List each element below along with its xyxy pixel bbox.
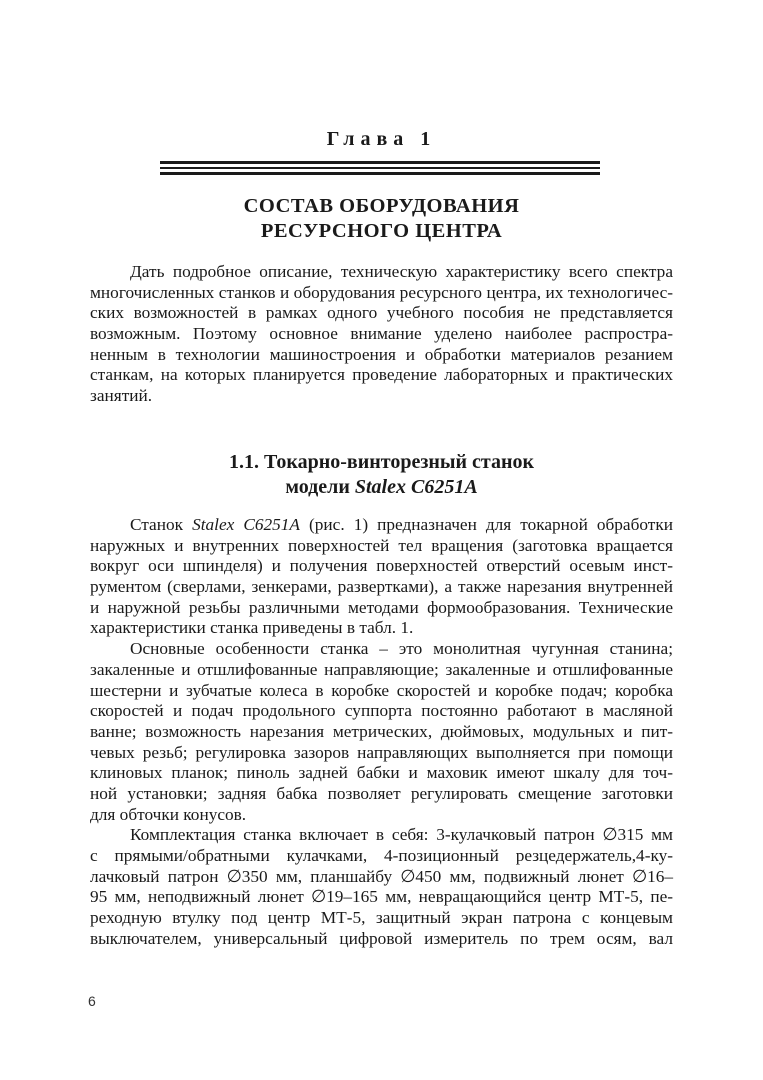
text-line: Основные особенности станка – это монолитная чугунная станина; xyxy=(130,639,673,659)
text-line: возможным. Поэтому основное внимание уделено наиболее распростра- xyxy=(90,324,673,344)
section-title-line xyxy=(0,475,763,500)
text-line: лачковый патрон ∅350 мм, планшайбу ∅450 мм, подвижный люнет ∅16– xyxy=(90,866,673,886)
text-line: скоростей и подач продольного суппорта постоянно работают в масляной xyxy=(90,701,673,721)
text-line: закаленные и отшлифованные направляющие; закаленные и отшлифованные xyxy=(90,659,673,679)
model-name: Stalex C6251A xyxy=(192,515,300,534)
text-line: и наружной резьбы различными методами формообразования. Технические xyxy=(90,597,673,617)
text-line: шестерни и зубчатые колеса в коробке скоростей и коробке подач; коробка xyxy=(90,680,673,700)
chapter-label: Глава 1 xyxy=(326,128,437,150)
text-line: для обточки конусов. xyxy=(90,804,247,824)
text-line: реходную втулку под центр МТ-5, защитный экран патрона с концевым xyxy=(90,908,673,928)
chapter-title xyxy=(0,194,763,244)
text-line: выключателем, универсальный цифровой измеритель по трем осям, вал xyxy=(90,928,673,948)
section-title-line: 1.1. Токарно-винторезный станок xyxy=(228,451,535,473)
p1-prefix: Станок xyxy=(130,515,193,534)
chapter-rule xyxy=(160,161,600,175)
text-line: ских возможностей в рамках одного учебного пособия не представляется xyxy=(90,303,673,323)
text-line: клиновых планок; пиноль задней бабки и маховик имеют шкалу для точ- xyxy=(90,763,673,783)
text-line: занятий. xyxy=(90,386,153,406)
text-line: 95 мм, неподвижный люнет ∅19–165 мм, невращающийся центр МТ-5, пе- xyxy=(90,887,673,907)
text-line: Дать подробное описание, техническую характеристику всего спектра xyxy=(130,262,673,281)
text-line: характеристики станка приведены в табл. 1. xyxy=(90,618,414,638)
text-line: Комплектация станка включает в себя: 3-кулачковый патрон ∅315 мм xyxy=(130,825,673,845)
text-line xyxy=(90,515,673,536)
text-line: многочисленных станков и оборудования ресурсного центра, их технологичес- xyxy=(90,282,673,302)
text-line: вокруг оси шпинделя) и получения поверхностей отверстий осевым инст- xyxy=(90,556,673,576)
text-line: ненным в технологии машиностроения и обработки материалов резанием xyxy=(90,344,673,364)
page-number: 6 xyxy=(88,993,96,1009)
model-name: Stalex C6251A xyxy=(354,476,478,498)
text-line: рументом (сверлами, зенкерами, развертками), а также нарезания внутренней xyxy=(90,577,673,597)
intro-paragraph xyxy=(90,262,673,407)
chapter-title-line: РЕСУРСНОГО ЦЕНТРА xyxy=(260,220,503,242)
section-title-prefix: модели xyxy=(285,476,355,498)
body-text xyxy=(90,515,673,949)
text-line: станкам, на которых планируется проведение лабораторных и практических xyxy=(90,365,673,385)
section-title xyxy=(0,450,763,500)
text-line: наружных и внутренних поверхностей тел вращения (заготовка вращается xyxy=(90,535,673,555)
chapter-title-line: СОСТАВ ОБОРУДОВАНИЯ xyxy=(243,195,520,217)
text-line: ной установки; задняя бабка позволяет регулировать смещение заготовки xyxy=(90,783,673,803)
text-line: с прямыми/обратными кулачками, 4-позиционный резцедержатель,4-ку- xyxy=(90,846,673,865)
p1-suffix: (рис. 1) предназначен для токарной обработки xyxy=(299,515,673,534)
text-line: ванне; возможность нарезания метрических, дюймовых, модульных и пит- xyxy=(90,721,673,741)
text-line: чевых резьб; регулировка зазоров направляющих выполняется при помощи xyxy=(90,742,673,762)
